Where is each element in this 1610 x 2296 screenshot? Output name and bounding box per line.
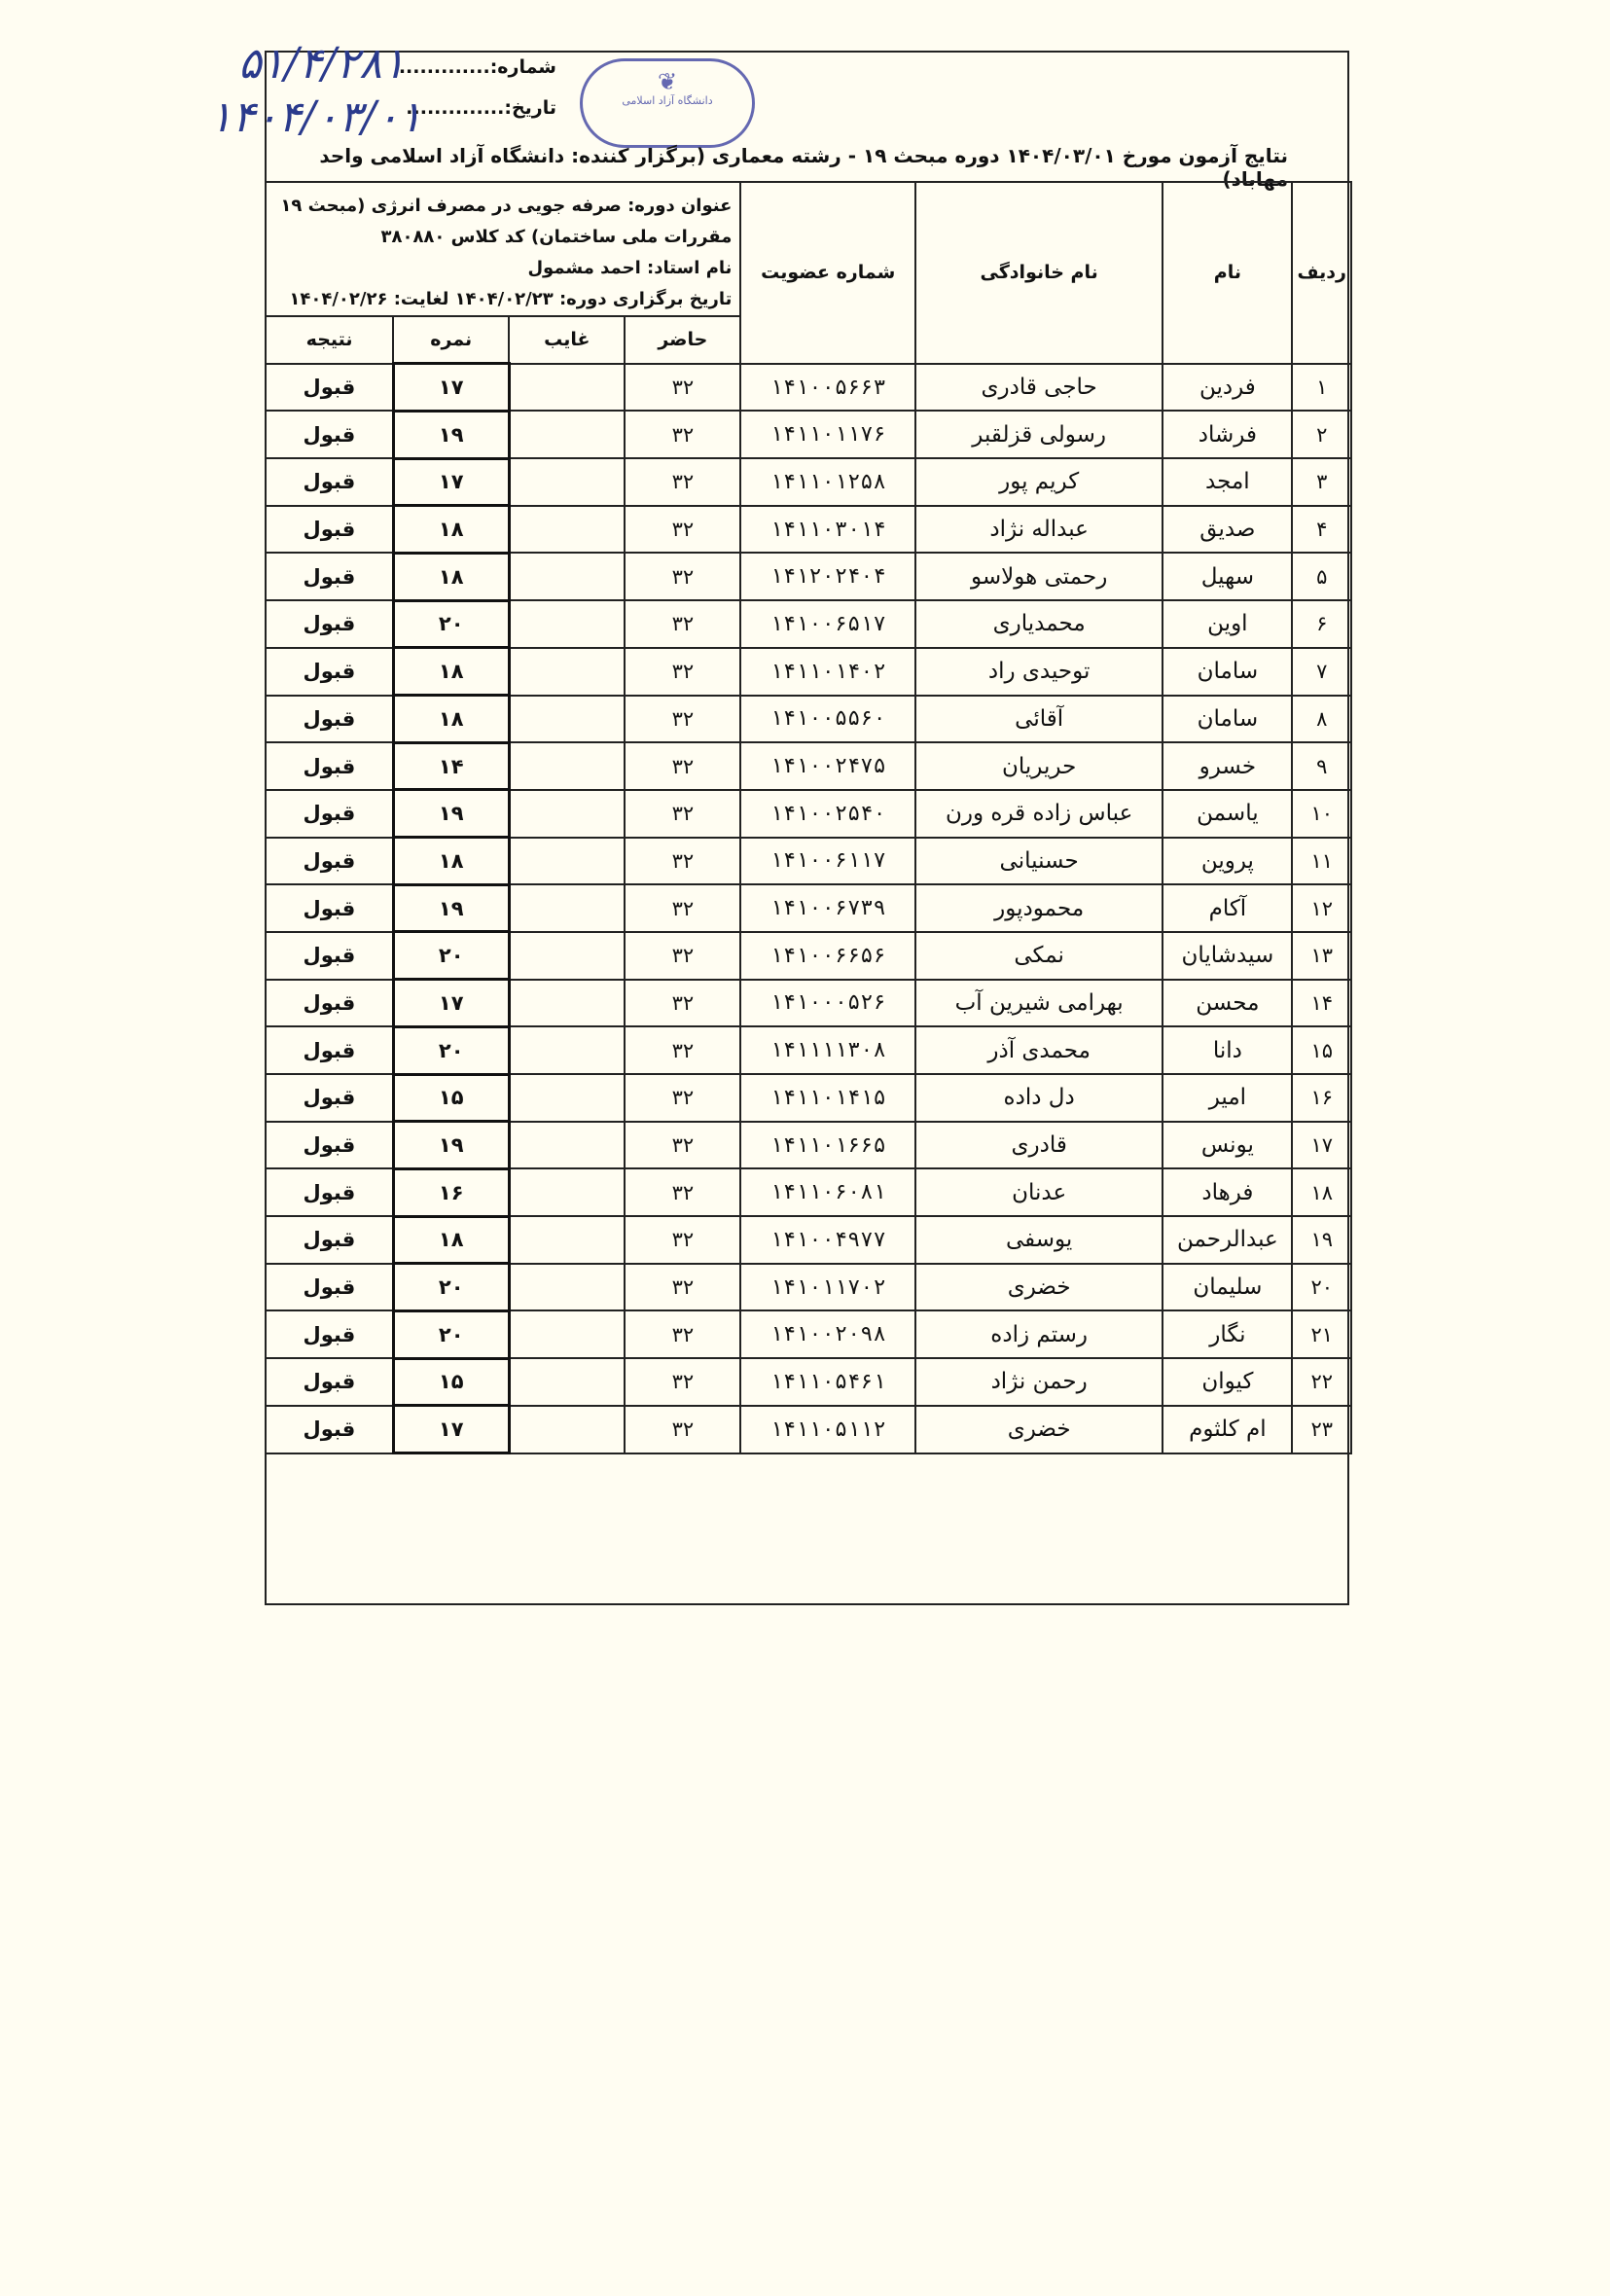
cell-present: ۳۲ xyxy=(625,411,740,458)
table-row xyxy=(266,553,1351,600)
cell-absent xyxy=(509,932,625,980)
cell-grade: ۱۵ xyxy=(393,1358,509,1406)
col-grade: نمره xyxy=(393,316,509,364)
cell-result: قبول xyxy=(266,364,393,412)
cell-grade: ۱۸ xyxy=(393,506,509,554)
cell-first-name: سهیل xyxy=(1163,553,1292,600)
cell-present: ۳۲ xyxy=(625,1406,740,1453)
cell-first-name: امجد xyxy=(1163,458,1292,506)
col-first-name: نام xyxy=(1163,182,1292,364)
table-row xyxy=(266,411,1351,458)
cell-absent xyxy=(509,742,625,790)
col-result: نتیجه xyxy=(266,316,393,364)
cell-present: ۳۲ xyxy=(625,1358,740,1406)
cell-membership: ۱۴۱۰۰۲۴۷۵ xyxy=(740,742,915,790)
cell-membership: ۱۴۱۰۱۱۷۰۲ xyxy=(740,1264,915,1311)
cell-result: قبول xyxy=(266,1168,393,1216)
cell-last-name: محمدیاری xyxy=(915,600,1163,648)
cell-membership: ۱۴۱۰۰۶۷۳۹ xyxy=(740,884,915,932)
cell-result: قبول xyxy=(266,458,393,506)
cell-grade: ۱۸ xyxy=(393,696,509,743)
cell-row-number: ۱۲ xyxy=(1292,884,1351,932)
cell-row-number: ۱۱ xyxy=(1292,838,1351,885)
cell-absent xyxy=(509,838,625,885)
cell-row-number: ۱۶ xyxy=(1292,1074,1351,1122)
cell-membership: ۱۴۱۱۰۶۰۸۱ xyxy=(740,1168,915,1216)
cell-grade: ۱۸ xyxy=(393,553,509,600)
cell-first-name: عبدالرحمن xyxy=(1163,1216,1292,1264)
cell-absent xyxy=(509,458,625,506)
table-row xyxy=(266,790,1351,838)
cell-last-name: محمودپور xyxy=(915,884,1163,932)
cell-result: قبول xyxy=(266,838,393,885)
cell-row-number: ۲۳ xyxy=(1292,1406,1351,1453)
cell-last-name: بهرامی شیرین آب xyxy=(915,980,1163,1027)
course-title-line2: مقررات ملی ساختمان) کد کلاس ۳۸۰۸۸۰ xyxy=(380,227,733,247)
cell-grade: ۱۸ xyxy=(393,1216,509,1264)
cell-absent xyxy=(509,1216,625,1264)
letter-number: شماره:............. xyxy=(398,56,556,78)
cell-result: قبول xyxy=(266,600,393,648)
cell-row-number: ۲۲ xyxy=(1292,1358,1351,1406)
cell-first-name: فردین xyxy=(1163,364,1292,412)
cell-last-name: کریم پور xyxy=(915,458,1163,506)
cell-row-number: ۲۱ xyxy=(1292,1310,1351,1358)
cell-row-number: ۲۰ xyxy=(1292,1264,1351,1311)
table-row xyxy=(266,742,1351,790)
table-row xyxy=(266,458,1351,506)
cell-grade: ۱۵ xyxy=(393,1074,509,1122)
cell-membership: ۱۴۱۰۰۲۵۴۰ xyxy=(740,790,915,838)
cell-first-name: کیوان xyxy=(1163,1358,1292,1406)
cell-absent xyxy=(509,600,625,648)
cell-grade: ۱۹ xyxy=(393,790,509,838)
table-row xyxy=(266,648,1351,696)
cell-last-name: رحمن نژاد xyxy=(915,1358,1163,1406)
table-row xyxy=(266,1310,1351,1358)
cell-present: ۳۲ xyxy=(625,1026,740,1074)
cell-result: قبول xyxy=(266,506,393,554)
cell-row-number: ۱۷ xyxy=(1292,1122,1351,1169)
cell-first-name: امیر xyxy=(1163,1074,1292,1122)
cell-first-name: پروین xyxy=(1163,838,1292,885)
cell-absent xyxy=(509,1074,625,1122)
cell-membership: ۱۴۱۰۰۰۵۲۶ xyxy=(740,980,915,1027)
cell-absent xyxy=(509,884,625,932)
table-row xyxy=(266,838,1351,885)
cell-grade: ۱۹ xyxy=(393,884,509,932)
cell-first-name: آکام xyxy=(1163,884,1292,932)
table-row xyxy=(266,932,1351,980)
table-row xyxy=(266,1026,1351,1074)
cell-first-name: فرشاد xyxy=(1163,411,1292,458)
cell-absent xyxy=(509,980,625,1027)
cell-row-number: ۱۳ xyxy=(1292,932,1351,980)
cell-first-name: محسن xyxy=(1163,980,1292,1027)
emblem-icon: ❦ xyxy=(657,68,678,95)
cell-row-number: ۶ xyxy=(1292,600,1351,648)
page-title: نتایج آزمون مورخ ۱۴۰۴/۰۳/۰۱ دوره مبحث ۱۹ - رشته معماری (برگزار کننده: دانشگاه آزاد اسلامی واحد مهاباد) xyxy=(319,144,1288,191)
cell-absent xyxy=(509,1026,625,1074)
table-row xyxy=(266,696,1351,743)
cell-result: قبول xyxy=(266,696,393,743)
cell-absent xyxy=(509,1168,625,1216)
cell-last-name: نمکی xyxy=(915,932,1163,980)
table-row xyxy=(266,1216,1351,1264)
cell-present: ۳۲ xyxy=(625,364,740,412)
cell-last-name: محمدی آذر xyxy=(915,1026,1163,1074)
cell-membership: ۱۴۱۲۰۲۴۰۴ xyxy=(740,553,915,600)
cell-result: قبول xyxy=(266,1310,393,1358)
cell-grade: ۲۰ xyxy=(393,1026,509,1074)
cell-membership: ۱۴۱۱۰۵۱۱۲ xyxy=(740,1406,915,1453)
cell-grade: ۱۷ xyxy=(393,458,509,506)
table-row xyxy=(266,1168,1351,1216)
cell-last-name: توحیدی راد xyxy=(915,648,1163,696)
cell-last-name: آقائی xyxy=(915,696,1163,743)
cell-present: ۳۲ xyxy=(625,1264,740,1311)
cell-grade: ۱۷ xyxy=(393,364,509,412)
col-last-name: نام خانوادگی xyxy=(915,182,1163,364)
cell-result: قبول xyxy=(266,742,393,790)
col-membership: شماره عضویت xyxy=(740,182,915,364)
cell-grade: ۱۶ xyxy=(393,1168,509,1216)
cell-first-name: خسرو xyxy=(1163,742,1292,790)
cell-present: ۳۲ xyxy=(625,742,740,790)
results-table xyxy=(265,181,1352,1454)
cell-row-number: ۹ xyxy=(1292,742,1351,790)
cell-first-name: نگار xyxy=(1163,1310,1292,1358)
cell-absent xyxy=(509,1264,625,1311)
cell-absent xyxy=(509,1406,625,1453)
cell-absent xyxy=(509,696,625,743)
cell-grade: ۲۰ xyxy=(393,1310,509,1358)
cell-absent xyxy=(509,648,625,696)
cell-first-name: ام کلثوم xyxy=(1163,1406,1292,1453)
cell-membership: ۱۴۱۱۰۱۴۰۲ xyxy=(740,648,915,696)
cell-last-name: دل داده xyxy=(915,1074,1163,1122)
cell-absent xyxy=(509,506,625,554)
cell-last-name: قادری xyxy=(915,1122,1163,1169)
col-absent: غایب xyxy=(509,316,625,364)
cell-first-name: فرهاد xyxy=(1163,1168,1292,1216)
cell-first-name: سامان xyxy=(1163,696,1292,743)
cell-first-name: یاسمن xyxy=(1163,790,1292,838)
cell-membership: ۱۴۱۱۰۱۶۶۵ xyxy=(740,1122,915,1169)
cell-present: ۳۲ xyxy=(625,1122,740,1169)
cell-result: قبول xyxy=(266,1406,393,1453)
cell-last-name: حاجی قادری xyxy=(915,364,1163,412)
cell-present: ۳۲ xyxy=(625,1310,740,1358)
col-row: ردیف xyxy=(1292,182,1351,364)
course-info xyxy=(266,182,740,316)
cell-last-name: رحمتی هولاسو xyxy=(915,553,1163,600)
cell-row-number: ۸ xyxy=(1292,696,1351,743)
course-instructor: نام استاد: احمد مشمول xyxy=(527,258,733,278)
cell-result: قبول xyxy=(266,411,393,458)
cell-result: قبول xyxy=(266,1074,393,1122)
cell-result: قبول xyxy=(266,648,393,696)
cell-grade: ۲۰ xyxy=(393,600,509,648)
cell-first-name: اوین xyxy=(1163,600,1292,648)
handwritten-number: ۵۱/۴/۲۸۱ xyxy=(238,39,406,89)
cell-grade: ۱۸ xyxy=(393,648,509,696)
cell-last-name: خضری xyxy=(915,1406,1163,1453)
table-row xyxy=(266,884,1351,932)
cell-membership: ۱۴۱۰۰۴۹۷۷ xyxy=(740,1216,915,1264)
cell-first-name: صدیق xyxy=(1163,506,1292,554)
table-row xyxy=(266,1406,1351,1453)
cell-row-number: ۱ xyxy=(1292,364,1351,412)
table-row xyxy=(266,1358,1351,1406)
letter-number-label: شماره: xyxy=(489,56,556,78)
cell-row-number: ۱۹ xyxy=(1292,1216,1351,1264)
course-title-line1: عنوان دوره: صرفه جویی در مصرف انرژی (مبحث ۱۹ xyxy=(280,196,733,216)
cell-result: قبول xyxy=(266,932,393,980)
cell-membership: ۱۴۱۰۰۲۰۹۸ xyxy=(740,1310,915,1358)
cell-last-name: حریریان xyxy=(915,742,1163,790)
cell-first-name: سیدشایان xyxy=(1163,932,1292,980)
cell-row-number: ۱۰ xyxy=(1292,790,1351,838)
cell-row-number: ۷ xyxy=(1292,648,1351,696)
cell-result: قبول xyxy=(266,1122,393,1169)
cell-present: ۳۲ xyxy=(625,790,740,838)
cell-last-name: عباس زاده قره ورن xyxy=(915,790,1163,838)
col-present: حاضر xyxy=(625,316,740,364)
cell-first-name: دانا xyxy=(1163,1026,1292,1074)
cell-present: ۳۲ xyxy=(625,932,740,980)
cell-absent xyxy=(509,553,625,600)
cell-grade: ۱۴ xyxy=(393,742,509,790)
cell-result: قبول xyxy=(266,790,393,838)
university-stamp xyxy=(580,58,755,148)
cell-membership: ۱۴۱۱۰۱۲۵۸ xyxy=(740,458,915,506)
cell-row-number: ۳ xyxy=(1292,458,1351,506)
cell-row-number: ۴ xyxy=(1292,506,1351,554)
cell-present: ۳۲ xyxy=(625,648,740,696)
cell-result: قبول xyxy=(266,884,393,932)
stamp-text: دانشگاه آزاد اسلامی xyxy=(622,94,713,107)
cell-absent xyxy=(509,790,625,838)
cell-last-name: حسنیانی xyxy=(915,838,1163,885)
cell-present: ۳۲ xyxy=(625,696,740,743)
table-row xyxy=(266,364,1351,412)
cell-row-number: ۵ xyxy=(1292,553,1351,600)
cell-result: قبول xyxy=(266,1358,393,1406)
cell-last-name: یوسفی xyxy=(915,1216,1163,1264)
cell-first-name: سلیمان xyxy=(1163,1264,1292,1311)
cell-last-name: خضری xyxy=(915,1264,1163,1311)
cell-present: ۳۲ xyxy=(625,506,740,554)
cell-membership: ۱۴۱۱۰۵۴۶۱ xyxy=(740,1358,915,1406)
cell-membership: ۱۴۱۰۰۵۶۶۳ xyxy=(740,364,915,412)
cell-present: ۳۲ xyxy=(625,838,740,885)
cell-first-name: یونس xyxy=(1163,1122,1292,1169)
cell-row-number: ۱۵ xyxy=(1292,1026,1351,1074)
cell-grade: ۱۹ xyxy=(393,1122,509,1169)
cell-last-name: عدنان xyxy=(915,1168,1163,1216)
cell-row-number: ۲ xyxy=(1292,411,1351,458)
handwritten-date: ۱۴۰۴/۰۳/۰۱ xyxy=(209,92,422,142)
cell-absent xyxy=(509,1122,625,1169)
table-row xyxy=(266,1264,1351,1311)
cell-grade: ۲۰ xyxy=(393,932,509,980)
cell-grade: ۱۷ xyxy=(393,1406,509,1453)
cell-result: قبول xyxy=(266,1216,393,1264)
cell-present: ۳۲ xyxy=(625,1074,740,1122)
table-row xyxy=(266,1074,1351,1122)
cell-membership: ۱۴۱۰۰۵۵۶۰ xyxy=(740,696,915,743)
cell-present: ۳۲ xyxy=(625,600,740,648)
cell-membership: ۱۴۱۱۰۱۱۷۶ xyxy=(740,411,915,458)
cell-membership: ۱۴۱۰۰۶۵۱۷ xyxy=(740,600,915,648)
cell-absent xyxy=(509,1358,625,1406)
cell-absent xyxy=(509,364,625,412)
table-row xyxy=(266,1122,1351,1169)
course-dates: تاریخ برگزاری دوره: ۱۴۰۴/۰۲/۲۳ لغایت: ۱۴۰۴/۰۲/۲۶ xyxy=(289,289,733,309)
cell-present: ۳۲ xyxy=(625,1168,740,1216)
cell-present: ۳۲ xyxy=(625,458,740,506)
cell-membership: ۱۴۱۱۰۱۴۱۵ xyxy=(740,1074,915,1122)
cell-present: ۳۲ xyxy=(625,553,740,600)
cell-grade: ۱۹ xyxy=(393,411,509,458)
cell-membership: ۱۴۱۰۰۶۱۱۷ xyxy=(740,838,915,885)
cell-result: قبول xyxy=(266,1264,393,1311)
letter-date-label: تاریخ: xyxy=(504,97,556,119)
table-row xyxy=(266,600,1351,648)
cell-last-name: عبداله نژاد xyxy=(915,506,1163,554)
cell-grade: ۲۰ xyxy=(393,1264,509,1311)
cell-grade: ۱۷ xyxy=(393,980,509,1027)
cell-last-name: رستم زاده xyxy=(915,1310,1163,1358)
cell-absent xyxy=(509,411,625,458)
table-row xyxy=(266,980,1351,1027)
cell-present: ۳۲ xyxy=(625,1216,740,1264)
cell-result: قبول xyxy=(266,553,393,600)
cell-absent xyxy=(509,1310,625,1358)
cell-present: ۳۲ xyxy=(625,884,740,932)
cell-result: قبول xyxy=(266,980,393,1027)
cell-present: ۳۲ xyxy=(625,980,740,1027)
letter-date: تاریخ:.............. xyxy=(406,97,556,119)
cell-result: قبول xyxy=(266,1026,393,1074)
cell-grade: ۱۸ xyxy=(393,838,509,885)
cell-first-name: سامان xyxy=(1163,648,1292,696)
cell-membership: ۱۴۱۱۱۱۳۰۸ xyxy=(740,1026,915,1074)
cell-last-name: رسولی قزلقبر xyxy=(915,411,1163,458)
cell-membership: ۱۴۱۱۰۳۰۱۴ xyxy=(740,506,915,554)
table-row xyxy=(266,506,1351,554)
cell-row-number: ۱۴ xyxy=(1292,980,1351,1027)
cell-row-number: ۱۸ xyxy=(1292,1168,1351,1216)
cell-membership: ۱۴۱۰۰۶۶۵۶ xyxy=(740,932,915,980)
